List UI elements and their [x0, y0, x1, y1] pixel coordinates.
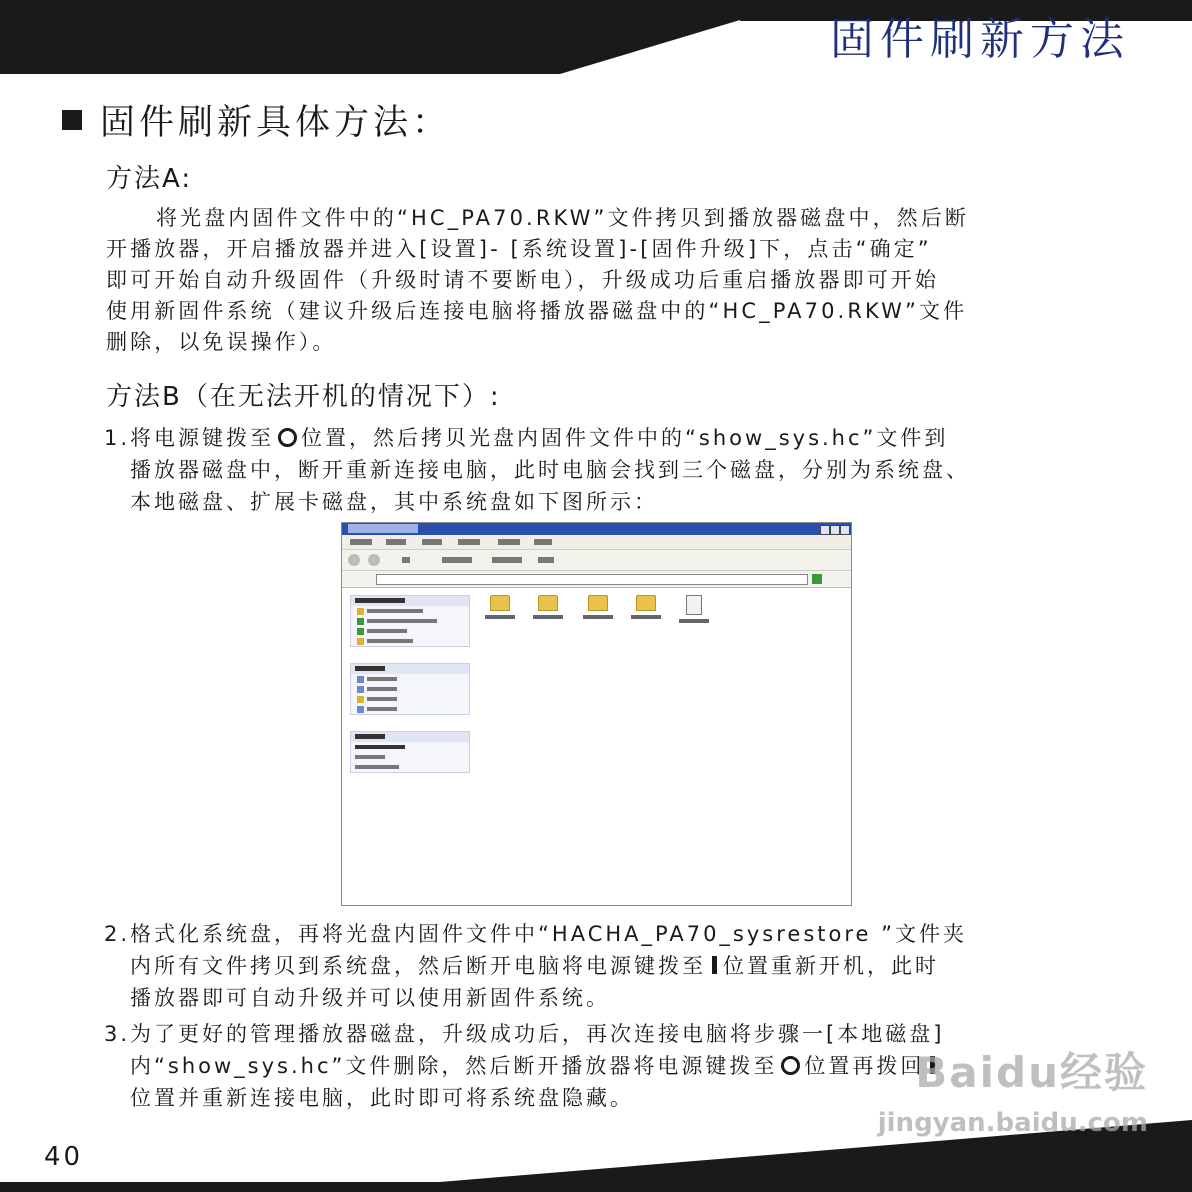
step-1-line-3: 本地磁盘、扩展卡磁盘，其中系统盘如下图所示： [130, 490, 658, 514]
watermark-url: jingyan.baidu.com [877, 1108, 1148, 1138]
method-b-title: 方法B（在无法开机的情况下）: [106, 382, 501, 412]
method-a-line: 即可开始自动升级固件（升级时请不要断电），升级成功后重启播放器即可开始 [106, 268, 939, 292]
method-a-body [106, 203, 1106, 358]
power-on-bar-icon [712, 956, 717, 974]
step-1-text-b: 位置，然后拷贝光盘内固件文件中的“show_sys.hc”文件到 [301, 426, 949, 450]
step-2-text-a: 内所有文件拷贝到系统盘，然后断开电脑将电源键拨至 [130, 954, 706, 978]
method-a-line: 删除，以免误操作）。 [106, 330, 337, 354]
explorer-screenshot [341, 522, 852, 906]
step-2-line-3: 播放器即可自动升级并可以使用新固件系统。 [130, 986, 610, 1010]
explorer-toolbar [342, 550, 851, 571]
page-number: 40 [44, 1142, 84, 1172]
step-3-text-a: 内“show_sys.hc”文件删除，然后断开播放器将电源键拨至 [130, 1054, 778, 1078]
watermark-logo: Baidu经验 [915, 1048, 1148, 1097]
folder-icon [538, 595, 558, 611]
method-a-title: 方法A: [106, 164, 193, 194]
square-bullet-icon [62, 110, 82, 130]
explorer-task-pane [350, 595, 470, 789]
explorer-address-bar [342, 571, 851, 588]
step-1-text-a: 1.将电源键拨至 [104, 426, 275, 450]
step-2 [104, 918, 1124, 1014]
section-heading-text: 固件刷新具体方法： [100, 103, 452, 143]
step-3-text-b: 位置再拨回 [804, 1054, 925, 1078]
folder-icon [588, 595, 608, 611]
file-icon [686, 595, 702, 615]
step-2-text-b: 位置重新开机，此时 [723, 954, 939, 978]
section-heading [62, 104, 451, 143]
power-off-ring-icon [278, 428, 297, 447]
method-a-line: 使用新固件系统（建议升级后连接电脑将播放器磁盘中的“HC_PA70.RKW”文件 [106, 299, 968, 323]
power-off-ring-icon [781, 1056, 800, 1075]
folder-icon [636, 595, 656, 611]
explorer-title-bar [342, 523, 851, 535]
step-2-line-1: 2.格式化系统盘，再将光盘内固件文件中“HACHA_PA70_sysrestore ”文件夹 [104, 922, 968, 946]
explorer-menu-bar [342, 535, 851, 550]
step-3-line-1: 3.为了更好的管理播放器磁盘，升级成功后，再次连接电脑将步骤一[本地磁盘] [104, 1022, 945, 1046]
method-a-line: 将光盘内固件文件中的“HC_PA70.RKW”文件拷贝到播放器磁盘中，然后断 [156, 206, 969, 230]
step-3-line-3: 位置并重新连接电脑，此时即可将系统盘隐藏。 [130, 1086, 634, 1110]
watermark [828, 1040, 1148, 1138]
folder-icon [490, 595, 510, 611]
step-1 [104, 422, 1124, 518]
page-title: 固件刷新方法 [830, 14, 1130, 65]
method-a-line: 开播放器，开启播放器并进入[设置]- [系统设置]-[固件升级]下，点击“确定” [106, 237, 932, 261]
step-1-line-2: 播放器磁盘中，断开重新连接电脑，此时电脑会找到三个磁盘，分别为系统盘、 [130, 458, 970, 482]
